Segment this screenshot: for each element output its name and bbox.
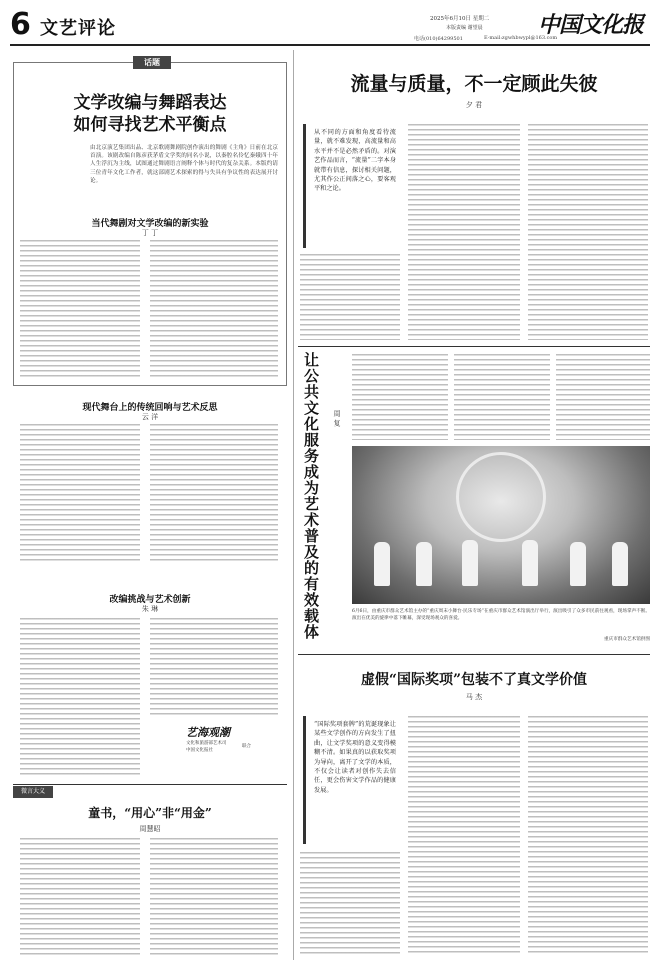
childrens-book-title: 童书，“用心”非“用金” xyxy=(88,806,212,820)
fake-awards-title: 虚假“国际奖项”包装不了真文学价值 xyxy=(360,672,588,688)
stage-performer-6 xyxy=(612,542,628,586)
contact-email: E-mail:zgwhbwypl@163.com xyxy=(484,35,558,41)
column-sub3: 联合 xyxy=(242,744,251,749)
article1-body-col1 xyxy=(20,240,140,380)
topic-tag: 话题 xyxy=(133,56,171,69)
article2-body-col2 xyxy=(150,424,278,562)
right-mid-rule xyxy=(298,346,650,347)
right-lower-rule xyxy=(298,654,650,655)
topic-intro: 由北京演艺集团出品、北京歌剧舞剧院创作演出的舞剧《主角》日前在北京首演。该剧改编自陈彦获茅盾文学奖的同名小说，以秦腔名伶忆秦娥四十年人生浮沉为主线，试图通过舞剧语言阐释个体与时代的复杂关系。本版约请三位青年文化工作者，就这部剧艺术探索的得与失具有争议性的表达展开讨论。 xyxy=(90,145,278,184)
column-sub1: 文化和旅游部艺术司 xyxy=(186,741,227,746)
issue-date: 2025年6月10日 星期二 xyxy=(430,16,490,22)
left-bottom-rule xyxy=(13,784,287,785)
article2-body-col1 xyxy=(20,424,140,562)
fake-awards-author: 马 杰 xyxy=(465,693,483,701)
fake-awards-pullquote xyxy=(303,716,395,844)
stage-performer-1 xyxy=(374,542,390,586)
article2-author: 云 洋 xyxy=(141,413,159,421)
traffic-quality-body-col2 xyxy=(408,124,520,340)
folk-music-concert-photo xyxy=(352,446,650,604)
photo-caption: 6月6日，由重庆市群众艺术馆主办的“重庆周末小舞台·民乐专场”在重庆市群众艺术馆演出厅举行，演出吸引了众多市民前往观看，现场掌声不断。演出在优美的旋律中落下帷幕，深受现场观众的喜爱。 xyxy=(352,609,650,621)
fake-awards-pullquote-text: “国际奖项套牌”的荒诞现象让某些文学创作的方向发生了扭曲，让文学奖项的意义变得模糊不清。如果真的以获取奖项为导向，离开了文学的本质，不仅会让读者对创作失去信任，更会伤害文学作品的健康发展。 xyxy=(314,721,396,794)
article3-author: 朱 琳 xyxy=(141,605,159,613)
article1-author: 丁 丁 xyxy=(141,229,159,237)
column-title: 艺海观潮 xyxy=(186,726,230,739)
childrens-book-body-col2 xyxy=(150,838,278,956)
stage-performer-4 xyxy=(522,540,538,586)
stage-performer-3 xyxy=(462,540,478,586)
article1-title: 当代舞剧对文学改编的新实验 xyxy=(91,219,209,229)
traffic-quality-author: 夕 君 xyxy=(465,101,483,109)
traffic-quality-pullquote xyxy=(303,124,395,248)
section-name: 文艺评论 xyxy=(40,18,116,39)
stage-performer-5 xyxy=(570,542,586,586)
editor-line: 本版责编 谢望晨 xyxy=(446,25,483,31)
fake-awards-body-col1 xyxy=(300,852,400,956)
traffic-quality-title: 流量与质量，不一定顾此失彼 xyxy=(350,73,598,95)
masthead-logo: 中国文化报 xyxy=(538,12,644,38)
contact-phone: 电话(010)64299501 xyxy=(414,36,463,42)
column-sub2: 中国文化报社 xyxy=(186,748,213,753)
traffic-quality-body-col1 xyxy=(300,254,400,340)
childrens-book-body-col1 xyxy=(20,838,140,956)
public-culture-vertical-title: 让公共文化服务成为艺术普及的有效载体 xyxy=(302,352,320,640)
public-culture-body-col3 xyxy=(556,354,650,440)
stage-backdrop-ring xyxy=(456,452,546,542)
topic-headline-line1: 文学改编与舞蹈表达 xyxy=(73,93,227,113)
article3-body-col1 xyxy=(20,618,140,776)
page-number: 6 xyxy=(10,7,31,42)
pullquote-text: 从不同的方面和角度看待流量，就不难发现，高流量和高水平并不是必然矛盾的。对演艺作品而言，“流量”二字本身就带有信息，探讨相关问题，尤其作公正间落之心，要客观平和之论。 xyxy=(314,129,396,193)
public-culture-author: 周 复 xyxy=(333,410,341,427)
public-culture-body-col2 xyxy=(454,354,550,440)
column-logo-box xyxy=(182,724,280,764)
topic-headline-line2: 如何寻找艺术平衡点 xyxy=(73,115,227,135)
main-column-divider xyxy=(293,50,294,960)
header-rule xyxy=(10,44,650,46)
public-culture-body-col1 xyxy=(352,354,448,440)
stage-performer-2 xyxy=(416,542,432,586)
bottom-left-tag: 微言大义 xyxy=(13,786,53,798)
article1-body-col2 xyxy=(150,240,278,380)
article3-title: 改编挑战与艺术创新 xyxy=(109,595,191,605)
childrens-book-author: 周慧昭 xyxy=(139,825,161,833)
traffic-quality-body-col3 xyxy=(528,124,648,340)
page-header xyxy=(10,8,650,44)
photo-credit: 重庆市群众艺术馆供图 xyxy=(604,637,650,642)
article3-body-col2 xyxy=(150,618,278,716)
article2-title: 现代舞台上的传统回响与艺术反思 xyxy=(82,403,218,413)
fake-awards-body-col2 xyxy=(408,716,520,956)
fake-awards-body-col3 xyxy=(528,716,648,956)
